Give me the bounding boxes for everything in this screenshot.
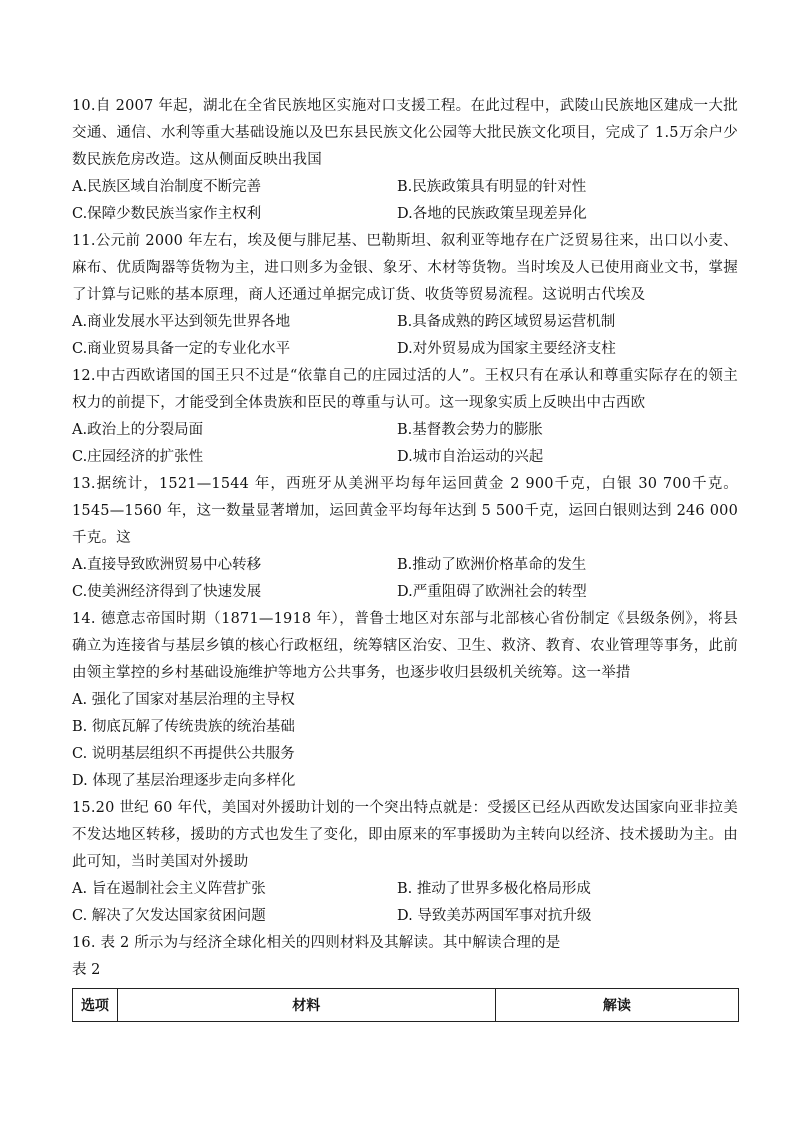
option-d: D.对外贸易成为国家主要经济支柱 <box>397 341 616 357</box>
option-b: B. 推动了世界多极化格局形成 <box>397 881 591 897</box>
question-12-stem: 12.中古西欧诸国的国王只不过是“依靠自己的庄园过活的人”。王权只有在承认和尊重实际存在的领主权力的前提下，才能受到全体贵族和臣民的尊重与认可。这一现象实质上反映出中古西欧 <box>72 368 738 411</box>
option-a: A.政治上的分裂局面 <box>72 422 204 438</box>
question-15-options-row-2 <box>72 903 738 930</box>
question-10-stem: 10.自 2007 年起，湖北在全省民族地区实施对口支援工程。在此过程中，武陵山民族地区建成一大批交通、通信、水利等重大基础设施以及巴东县民族文化公园等大批民族文化项目，完成了 1.5万余户少数民族危房改造。这从侧面反映出我国 <box>72 98 738 168</box>
question-15-options-row-1 <box>72 876 738 903</box>
option-b: B.推动了欧洲价格革命的发生 <box>397 557 587 573</box>
option-b: B.具备成熟的跨区域贸易运营机制 <box>397 314 616 330</box>
option-a: A.商业发展水平达到领先世界各地 <box>72 314 291 330</box>
option-c: C.庄园经济的扩张性 <box>72 449 204 465</box>
option-d: D. 体现了基层治理逐步走向多样化 <box>72 773 296 789</box>
question-12-options-row-1 <box>72 417 738 444</box>
option-a: A. 旨在遏制社会主义阵营扩张 <box>72 881 266 897</box>
option-c: C. 说明基层组织不再提供公共服务 <box>72 746 295 762</box>
table-header-row <box>73 989 739 1022</box>
question-13-options-row-2 <box>72 579 738 606</box>
question-10-options-row-2 <box>72 201 738 228</box>
option-b: B.基督教会势力的膨胀 <box>397 422 543 438</box>
header-option: 选项 <box>73 989 118 1022</box>
question-11-options-row-1 <box>72 309 738 336</box>
option-b: B.民族政策具有明显的针对性 <box>397 179 587 195</box>
page-content <box>72 93 738 1022</box>
option-b: B. 彻底瓦解了传统贵族的统治基础 <box>72 719 295 735</box>
option-d: D. 导致美苏两国军事对抗升级 <box>397 908 592 924</box>
option-a: A.直接导致欧洲贸易中心转移 <box>72 557 262 573</box>
option-a: A. 强化了国家对基层治理的主导权 <box>72 692 295 708</box>
question-10-options-row-1 <box>72 174 738 201</box>
question-16-stem: 16. 表 2 所示为与经济全球化相关的四则材料及其解读。其中解读合理的是 <box>72 935 561 951</box>
option-d: D.严重阻碍了欧洲社会的转型 <box>397 584 587 600</box>
option-c: C.商业贸易具备一定的专业化水平 <box>72 341 291 357</box>
question-13-options-row-1 <box>72 552 738 579</box>
header-interpretation: 解读 <box>495 989 738 1022</box>
option-d: D.各地的民族政策呈现差异化 <box>397 206 587 222</box>
header-material: 材料 <box>117 989 495 1022</box>
option-a: A.民族区域自治制度不断完善 <box>72 179 262 195</box>
table-caption: 表 2 <box>72 962 101 978</box>
table-2 <box>72 988 739 1022</box>
option-d: D.城市自治运动的兴起 <box>397 449 544 465</box>
question-11-stem: 11.公元前 2000 年左右，埃及便与腓尼基、巴勒斯坦、叙利亚等地存在广泛贸易往来，出口以小麦、麻布、优质陶器等货物为主，进口则多为金银、象牙、木材等货物。当时埃及人已使用商业文书，掌握了计算与记账的基本原理，商人还通过单据完成订货、收货等贸易流程。这说明古代埃及 <box>72 233 738 303</box>
option-c: C.使美洲经济得到了快速发展 <box>72 584 262 600</box>
question-14-stem: 14. 德意志帝国时期（1871—1918 年），普鲁士地区对东部与北部核心省份制定《县级条例》，将县确立为连接省与基层乡镇的核心行政枢纽，统筹辖区治安、卫生、救济、教育、农业管理等事务，此前由领主掌控的乡村基础设施维护等地方公共事务，也逐步收归县级机关统筹。这一举措 <box>72 611 738 681</box>
question-12-options-row-2 <box>72 444 738 471</box>
question-13-stem: 13.据统计，1521—1544 年，西班牙从美洲平均每年运回黄金 2 900千克，白银 30 700千克。1545—1560 年，这一数量显著增加，运回黄金平均每年达到 5 500千克，运回白银则达到 246 000千克。这 <box>72 476 738 546</box>
option-c: C.保障少数民族当家作主权利 <box>72 206 262 222</box>
option-c: C. 解决了欠发达国家贫困问题 <box>72 908 266 924</box>
question-11-options-row-2 <box>72 336 738 363</box>
question-15-stem: 15.20 世纪 60 年代，美国对外援助计划的一个突出特点就是：受援区已经从西欧发达国家向亚非拉美不发达地区转移，援助的方式也发生了变化，即由原来的军事援助为主转向以经济、技术援助为主。由此可知，当时美国对外援助 <box>72 800 738 870</box>
